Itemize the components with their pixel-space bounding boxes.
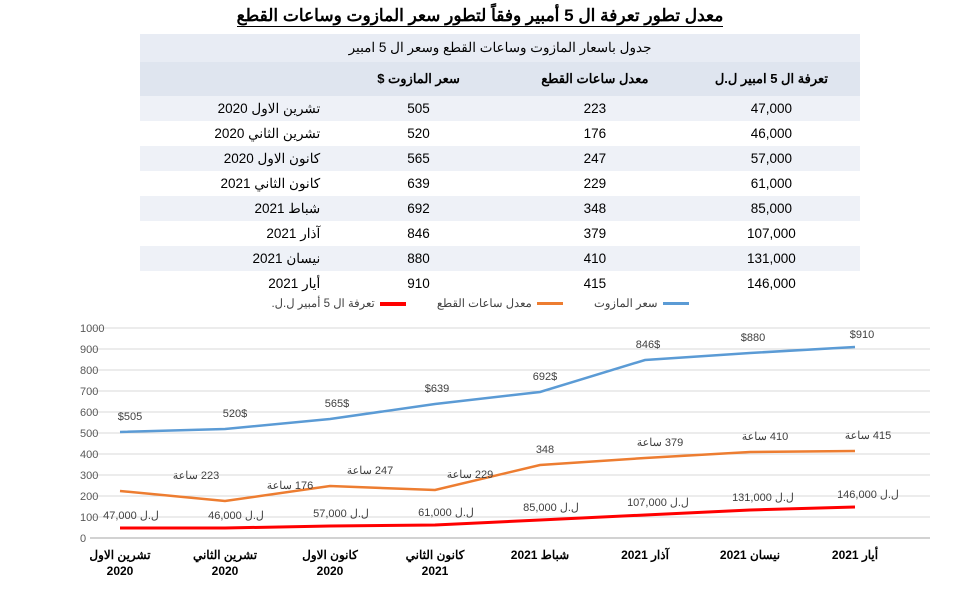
x-label-2-line1: كانون الاول: [302, 548, 358, 562]
cell-tariff: 47,000: [683, 96, 860, 121]
column-header-hours: معدل ساعات القطع: [507, 62, 683, 96]
cell-hours: 410: [507, 246, 683, 271]
gridlines: [90, 328, 930, 538]
cell-hours: 247: [507, 146, 683, 171]
table-row: [140, 271, 860, 296]
legend-item-tariff: [271, 296, 405, 310]
x-label-3-line2: 2021: [421, 564, 449, 578]
y-tick-800: 800: [80, 365, 99, 377]
page-title: [0, 6, 960, 26]
column-header-mazout: سعر المازوت $: [330, 62, 507, 96]
cell-tariff: 131,000: [683, 246, 860, 271]
table-caption-row: [140, 34, 860, 62]
y-tick-0: 0: [80, 533, 87, 545]
cell-mazout: 910: [330, 271, 507, 296]
cell-hours: 229: [507, 171, 683, 196]
table-header-row: [140, 62, 860, 96]
cell-hours: 348: [507, 196, 683, 221]
cell-hours: 223: [507, 96, 683, 121]
data-label-mazout-5: 846$: [635, 339, 661, 351]
y-tick-200: 200: [80, 491, 99, 503]
cell-month: تشرين الثاني 2020: [140, 121, 330, 146]
data-label-mazout-6: $880: [740, 332, 766, 344]
data-label-tariff-0: ل.ل 47,000: [103, 510, 159, 522]
legend-swatch-mazout: [663, 302, 689, 305]
legend-label-tariff: تعرفة ال 5 أمبير ل.ل.: [271, 298, 375, 310]
data-label-mazout-2: 565$: [324, 398, 350, 410]
cell-mazout: 692: [330, 196, 507, 221]
data-label-hours-4: 348: [535, 444, 555, 456]
data-label-mazout-7: $910: [849, 329, 875, 341]
data-label-hours-2: 247 ساعة: [346, 465, 394, 477]
data-label-tariff-1: ل.ل 46,000: [208, 510, 264, 522]
data-label-hours-1: 176 ساعة: [266, 480, 314, 492]
legend-label-mazout: سعر المازوت: [594, 298, 658, 310]
cell-tariff: 57,000: [683, 146, 860, 171]
legend-label-hours: معدل ساعات القطع: [436, 298, 532, 310]
data-label-tariff-6: ل.ل 131,000: [732, 492, 794, 504]
cell-mazout: 846: [330, 221, 507, 246]
column-header-month: [140, 62, 330, 96]
chart-legend: [0, 296, 960, 310]
data-label-hours-3: 229 ساعة: [446, 469, 494, 481]
y-tick-100: 100: [80, 512, 99, 524]
x-label-4: شباط 2021: [510, 548, 570, 562]
x-label-1-line1: تشرين الثاني: [192, 548, 258, 562]
cell-mazout: 639: [330, 171, 507, 196]
cell-month: آذار 2021: [140, 221, 330, 246]
line-chart: [0, 316, 960, 596]
cell-month: تشرين الاول 2020: [140, 96, 330, 121]
cell-month: شباط 2021: [140, 196, 330, 221]
x-axis-labels: [89, 546, 878, 578]
x-label-0-line1: تشرين الاول: [89, 548, 151, 562]
table-row: [140, 196, 860, 221]
x-label-0-line2: 2020: [106, 564, 134, 578]
cell-month: أيار 2021: [140, 271, 330, 296]
data-label-tariff-7: ل.ل 146,000: [837, 489, 899, 501]
cell-month: كانون الثاني 2021: [140, 171, 330, 196]
table-row: [140, 246, 860, 271]
cell-hours: 176: [507, 121, 683, 146]
data-label-mazout-3: $639: [424, 383, 450, 395]
cell-tariff: 146,000: [683, 271, 860, 296]
data-label-hours-0: 223 ساعة: [172, 470, 220, 482]
data-label-mazout-4: 692$: [532, 371, 558, 383]
x-label-5: آذار 2021: [621, 548, 669, 562]
page-title-text: معدل تطور تعرفة ال 5 أمبير وفقاً لتطور سعر المازوت وساعات القطع: [236, 6, 724, 25]
y-tick-1000: 1000: [80, 323, 105, 335]
data-label-tariff-5: ل.ل 107,000: [627, 497, 689, 509]
x-label-3-line1: كانون الثاني: [405, 548, 465, 562]
cell-mazout: 520: [330, 121, 507, 146]
table-row: [140, 171, 860, 196]
x-label-1-line2: 2020: [211, 564, 239, 578]
x-label-7: أيار 2021: [831, 548, 879, 562]
chart-svg: [0, 316, 960, 596]
series-labels-mazout: [118, 329, 874, 423]
data-label-mazout-1: 520$: [222, 408, 248, 420]
table-row: [140, 121, 860, 146]
cell-hours: 379: [507, 221, 683, 246]
y-tick-300: 300: [80, 470, 99, 482]
x-label-2-line2: 2020: [316, 564, 344, 578]
cell-tariff: 46,000: [683, 121, 860, 146]
cell-mazout: 880: [330, 246, 507, 271]
data-label-tariff-4: ل.ل 85,000: [523, 502, 579, 514]
legend-item-mazout: [594, 296, 689, 310]
cell-tariff: 61,000: [683, 171, 860, 196]
cell-tariff: 85,000: [683, 196, 860, 221]
data-table: [140, 34, 860, 296]
data-label-hours-7: 415 ساعة: [844, 430, 892, 442]
legend-swatch-tariff: [380, 302, 406, 306]
cell-mazout: 565: [330, 146, 507, 171]
legend-item-hours: [437, 296, 563, 310]
table-row: [140, 96, 860, 121]
table-caption: جدول باسعار المازوت وساعات القطع وسعر ال 5 امبير: [140, 34, 860, 62]
data-label-tariff-2: ل.ل 57,000: [313, 508, 369, 520]
series-labels-hours: [173, 430, 891, 492]
y-tick-600: 600: [80, 407, 99, 419]
data-table-container: [140, 34, 860, 296]
data-label-hours-6: 410 ساعة: [741, 431, 789, 443]
y-tick-900: 900: [80, 344, 99, 356]
data-label-hours-5: 379 ساعة: [636, 437, 684, 449]
legend-swatch-hours: [537, 302, 563, 305]
table-row: [140, 146, 860, 171]
y-tick-400: 400: [80, 449, 99, 461]
cell-month: نيسان 2021: [140, 246, 330, 271]
table-row: [140, 221, 860, 246]
cell-month: كانون الاول 2020: [140, 146, 330, 171]
x-label-6: نيسان 2021: [719, 548, 781, 562]
cell-tariff: 107,000: [683, 221, 860, 246]
y-tick-500: 500: [80, 428, 99, 440]
y-tick-700: 700: [80, 386, 99, 398]
cell-mazout: 505: [330, 96, 507, 121]
y-axis-labels: [80, 323, 104, 545]
column-header-tariff: تعرفة ال 5 امبير ل.ل: [683, 62, 860, 96]
data-label-mazout-0: $505: [117, 411, 143, 423]
cell-hours: 415: [507, 271, 683, 296]
data-label-tariff-3: ل.ل 61,000: [418, 507, 474, 519]
